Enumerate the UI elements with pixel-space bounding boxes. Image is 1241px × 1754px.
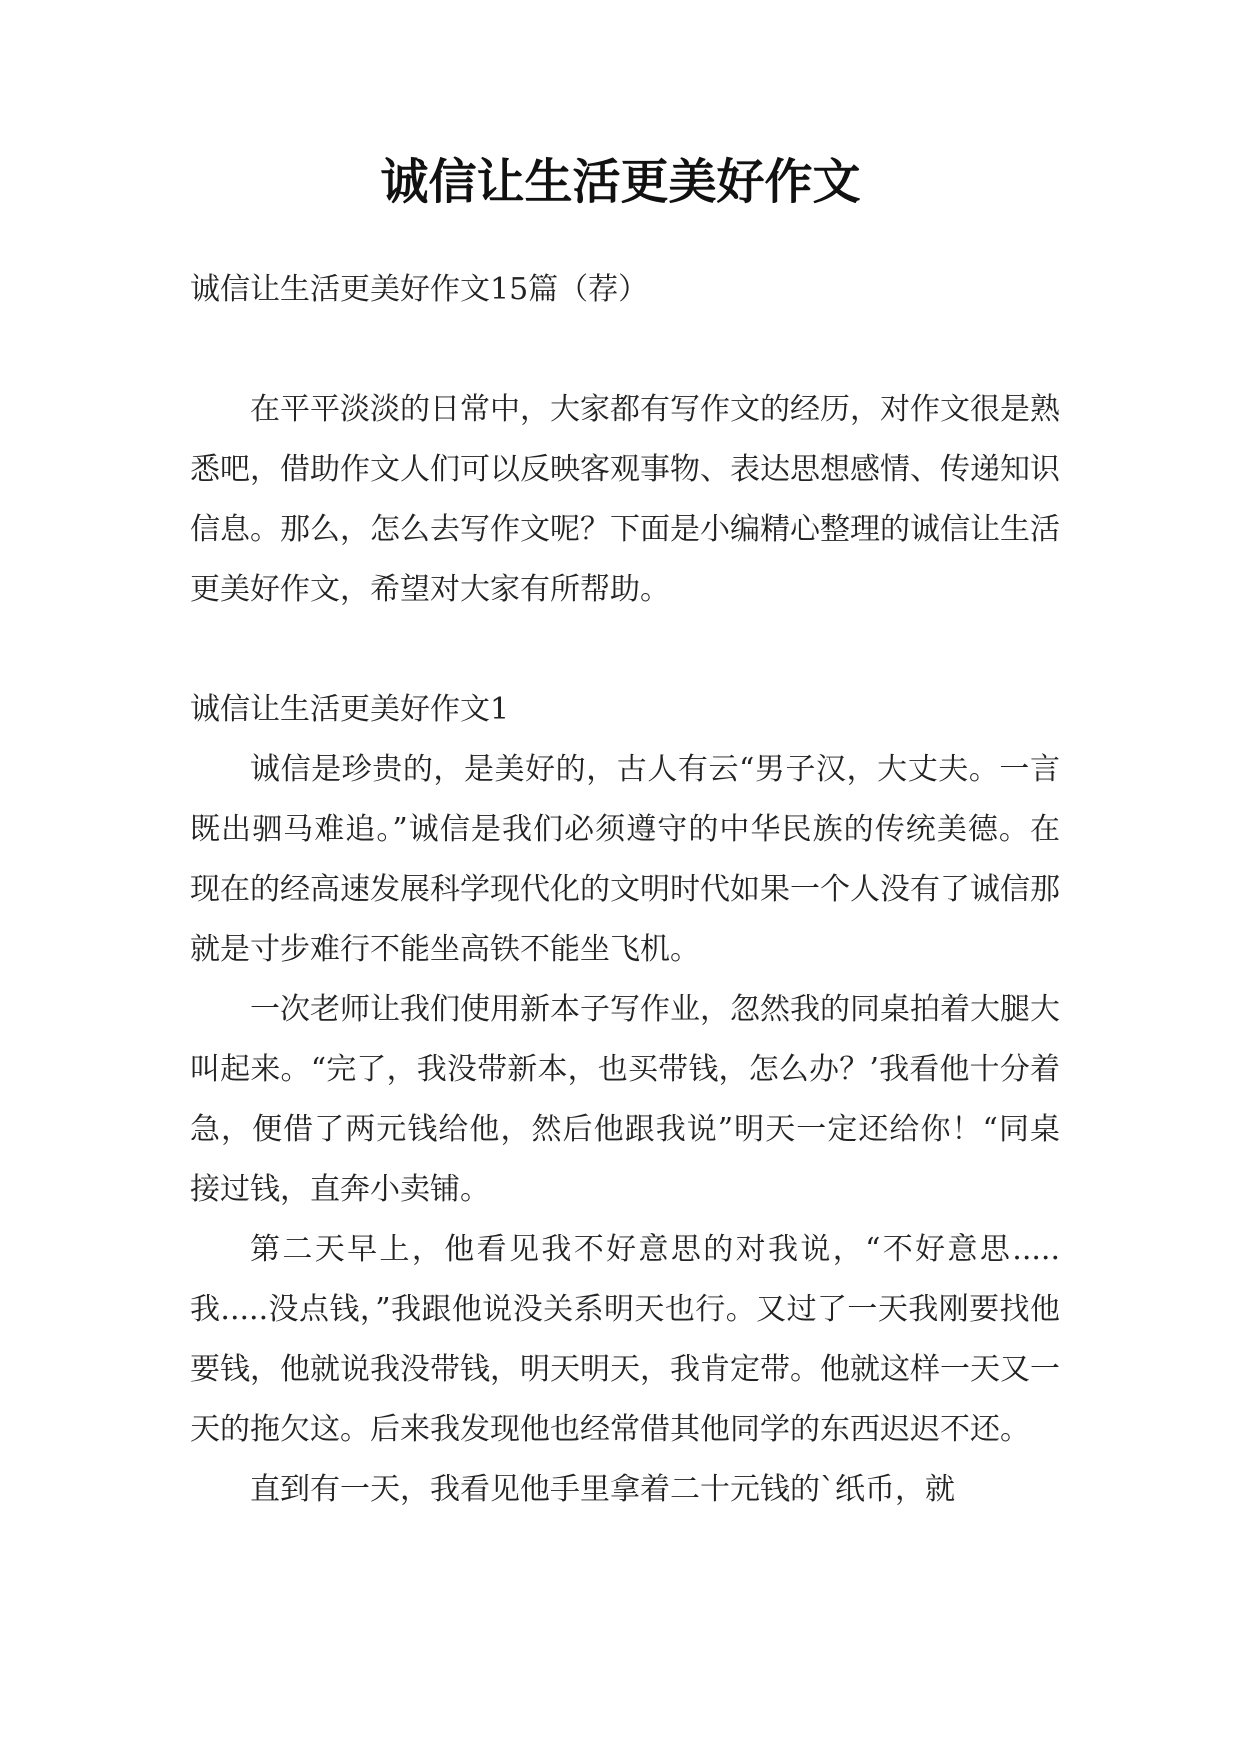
body-paragraph: 第二天早上，他看见我不好意思的对我说，“不好意思.....我.....没点钱，”我跟他说没关系明天也行。又过了一天我刚要找他要钱，他就说我没带钱，明天明天，我肯定带。他就这样一天又一天的拖欠这。后来我发现他也经常借其他同学的东西迟迟不还。 <box>190 1232 1060 1447</box>
document-body <box>190 260 1060 1520</box>
body-paragraph: 诚信是珍贵的，是美好的，古人有云“男子汉，大丈夫。一言既出驷马难追。”诚信是我们必须遵守的中华民族的传统美德。在现在的经高速发展科学现代化的文明时代如果一个人没有了诚信那就是寸步难行不能坐高铁不能坐飞机。 <box>190 752 1060 967</box>
document-title: 诚信让生活更美好作文 <box>380 154 861 210</box>
body-paragraph: 一次老师让我们使用新本子写作业，忽然我的同桌拍着大腿大叫起来。“完了，我没带新本，也买带钱，怎么办？’我看他十分着急，便借了两元钱给他，然后他跟我说”明天一定还给你！“同桌接过钱，直奔小卖铺。 <box>190 992 1060 1207</box>
body-paragraph: 直到有一天，我看见他手里拿着二十元钱的`纸币，就 <box>250 1472 955 1507</box>
intro-paragraph: 在平平淡淡的日常中，大家都有写作文的经历，对作文很是熟悉吧，借助作文人们可以反映客观事物、表达思想感情、传递知识信息。那么，怎么去写作文呢？下面是小编精心整理的诚信让生活更美好作文，希望对大家有所帮助。 <box>190 392 1060 607</box>
section-heading: 诚信让生活更美好作文1 <box>190 692 510 727</box>
document-subtitle: 诚信让生活更美好作文15篇（荐） <box>190 272 649 307</box>
